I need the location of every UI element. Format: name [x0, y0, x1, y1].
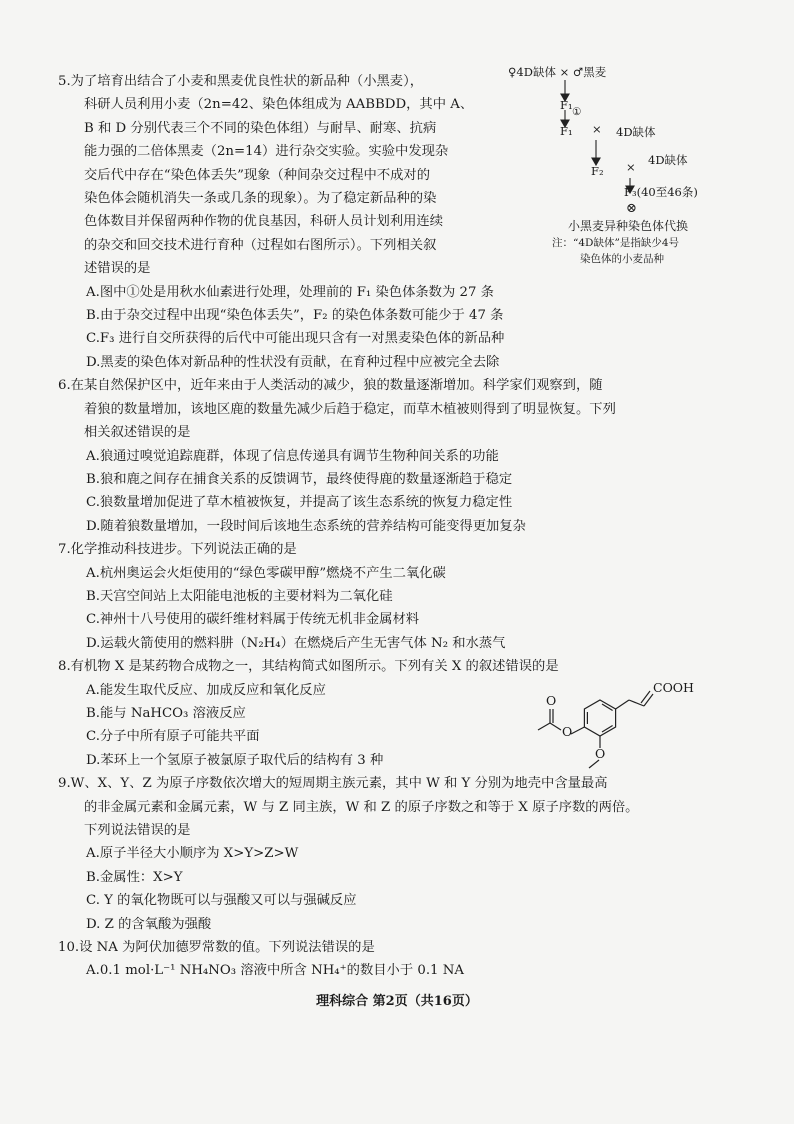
q5-option-a: A.图中①处是用秋水仙素进行处理，处理前的 F₁ 染色体条数为 27 条 [86, 284, 494, 300]
q5-option-c: C.F₃ 进行自交所获得的后代中可能出现只含有一对黑麦染色体的新品种 [86, 331, 505, 347]
q9-line: 9.W、X、Y、Z 为原子序数依次增大的短周期主族元素，其中 W 和 Y 分别为地壳中含量最高 [58, 776, 608, 792]
q5-line: 交后代中存在“染色体丢失”现象（种间杂交过程中不成对的 [84, 167, 431, 183]
q9-line: 下列说法错误的是 [84, 823, 191, 838]
q7-option-a: A.杭州奥运会火炬使用的“绿色零碳甲醇”燃烧不产生二氧化碳 [86, 565, 446, 581]
q7-option-b: B.天宫空间站上太阳能电池板的主要材料为二氧化硅 [86, 588, 393, 604]
breed-cross-1: × [592, 122, 602, 136]
q10-line: 10.设 NA 为阿伏加德罗常数的值。下列说法错误的是 [58, 940, 375, 956]
q5-option-d: D.黑麦的染色体对新品种的性状没有贡献，在育种过程中应被完全去除 [86, 354, 500, 370]
question-10 [58, 936, 748, 983]
breed-circle-1: ① [572, 106, 582, 118]
q7-option-d: D.运载火箭使用的燃料肼（N₂H₄）在燃烧后产生无害气体 N₂ 和水蒸气 [86, 635, 506, 651]
q8-option-c: C.分子中所有原子可能共平面 [86, 729, 260, 745]
q6-line: 相关叙述错误的是 [84, 425, 191, 441]
q5-line: 述错误的是 [84, 261, 151, 277]
cooh-group: COOH [653, 680, 694, 695]
q9-option-a: A.原子半径大小顺序为 X>Y>Z>W [86, 846, 299, 862]
q6-option-b: B.狼和鹿之间存在捕食关系的反馈调节，最终使得鹿的数量逐渐趋于稳定 [86, 471, 513, 487]
q8-option-a: A.能发生取代反应、加成反应和氧化反应 [86, 682, 326, 698]
breed-f2: F₂ [591, 164, 604, 178]
methoxy-oxygen: O [595, 746, 606, 761]
question-6 [58, 374, 748, 538]
q6-option-c: C.狼数量增加促进了草木植被恢复，并提高了该生态系统的恢复力稳定性 [86, 495, 513, 511]
q9-line: 的非金属元素和金属元素，W 与 Z 同主族，W 和 Z 的原子序数之和等于 X 原子序数的两倍。 [84, 799, 639, 815]
carbonyl-oxygen: O [546, 693, 557, 708]
q9-option-c: C. Y 的氧化物既可以与强酸又可以与强碱反应 [86, 893, 357, 909]
q5-line: 5.为了培育出结合了小麦和黑麦优良性状的新品种（小黑麦）， [58, 74, 424, 89]
breed-cross-2: × [626, 160, 636, 174]
q7-option-c: C.神州十八号使用的碳纤维材料属于传统无机非金属材料 [86, 612, 420, 628]
q5-line: B 和 D 分别代表三个不同的染色体组）与耐旱、耐寒、抗病 [84, 120, 437, 136]
q5-line: 的杂交和回交技术进行育种（过程如右图所示）。下列相关叙 [84, 237, 437, 253]
molecule-structure [505, 678, 705, 788]
breed-parent-1: 4D缺体 [616, 125, 656, 139]
q5-line: 科研人员利用小麦（2n=42、染色体组成为 AABBDD，其中 A、 [84, 97, 474, 113]
breed-caption: 小黑麦异种染色体代换 [568, 219, 689, 233]
breed-f1-treated: F₁ [560, 124, 573, 138]
ester-oxygen: O [562, 724, 573, 739]
question-7 [58, 538, 748, 655]
breed-f1: F₁ [560, 98, 573, 112]
q10-option-a: A.0.1 mol·L⁻¹ NH₄NO₃ 溶液中所含 NH₄⁺的数目小于 0.1 NA [86, 963, 464, 979]
question-9 [58, 772, 748, 936]
q8-option-d: D.苯环上一个氢原子被氯原子取代后的结构有 3 种 [86, 752, 384, 768]
q6-line: 着狼的数量增加，该地区鹿的数量先减少后趋于稳定，而草木植被则得到了明显恢复。下列 [84, 401, 616, 417]
page-footer: 理科综合 第2页（共16页） [316, 994, 478, 1009]
breed-note-2: 染色体的小麦品种 [580, 253, 664, 265]
q8-line: 8.有机物 X 是某药物合成物之一，其结构简式如图所示。下列有关 X 的叙述错误的是 [58, 659, 559, 675]
q5-line: 能力强的二倍体黑麦（2n=14）进行杂交实验。实验中发现杂 [84, 144, 449, 160]
selfing-symbol-icon: ⊗ [626, 201, 637, 216]
q9-option-d: D. Z 的含氧酸为强酸 [86, 916, 212, 932]
q8-option-b: B.能与 NaHCO₃ 溶液反应 [86, 705, 246, 721]
breeding-diagram [500, 60, 720, 270]
q6-line: 6.在某自然保护区中，近年来由于人类活动的减少，狼的数量逐渐增加。科学家们观察到，随 [58, 378, 603, 394]
breed-parent-2: 4D缺体 [648, 153, 688, 167]
q6-option-a: A.狼通过嗅觉追踪鹿群，体现了信息传递具有调节生物种间关系的功能 [86, 448, 499, 464]
breed-note-1: 注：“4D缺体”是指缺少4号 [552, 237, 680, 249]
q5-line: 染色体会随机消失一条或几条的现象）。为了稳定新品种的染 [84, 191, 437, 207]
q7-line: 7.化学推动科技进步。下列说法正确的是 [58, 542, 297, 558]
q5-option-b: B.由于杂交过程中出现“染色体丢失”，F₂ 的染色体条数可能少于 47 条 [86, 308, 504, 324]
breed-top-cross: ♀4D缺体 × ♂黑麦 [508, 65, 607, 79]
q6-option-d: D.随着狼数量增加，一段时间后该地生态系统的营养结构可能变得更加复杂 [86, 518, 526, 534]
q5-line: 色体数目并保留两种作物的优良基因，科研人员计划利用连续 [84, 214, 444, 230]
breed-f3: F₃(40至46条) [624, 185, 698, 199]
q9-option-b: B.金属性：X>Y [86, 869, 183, 885]
